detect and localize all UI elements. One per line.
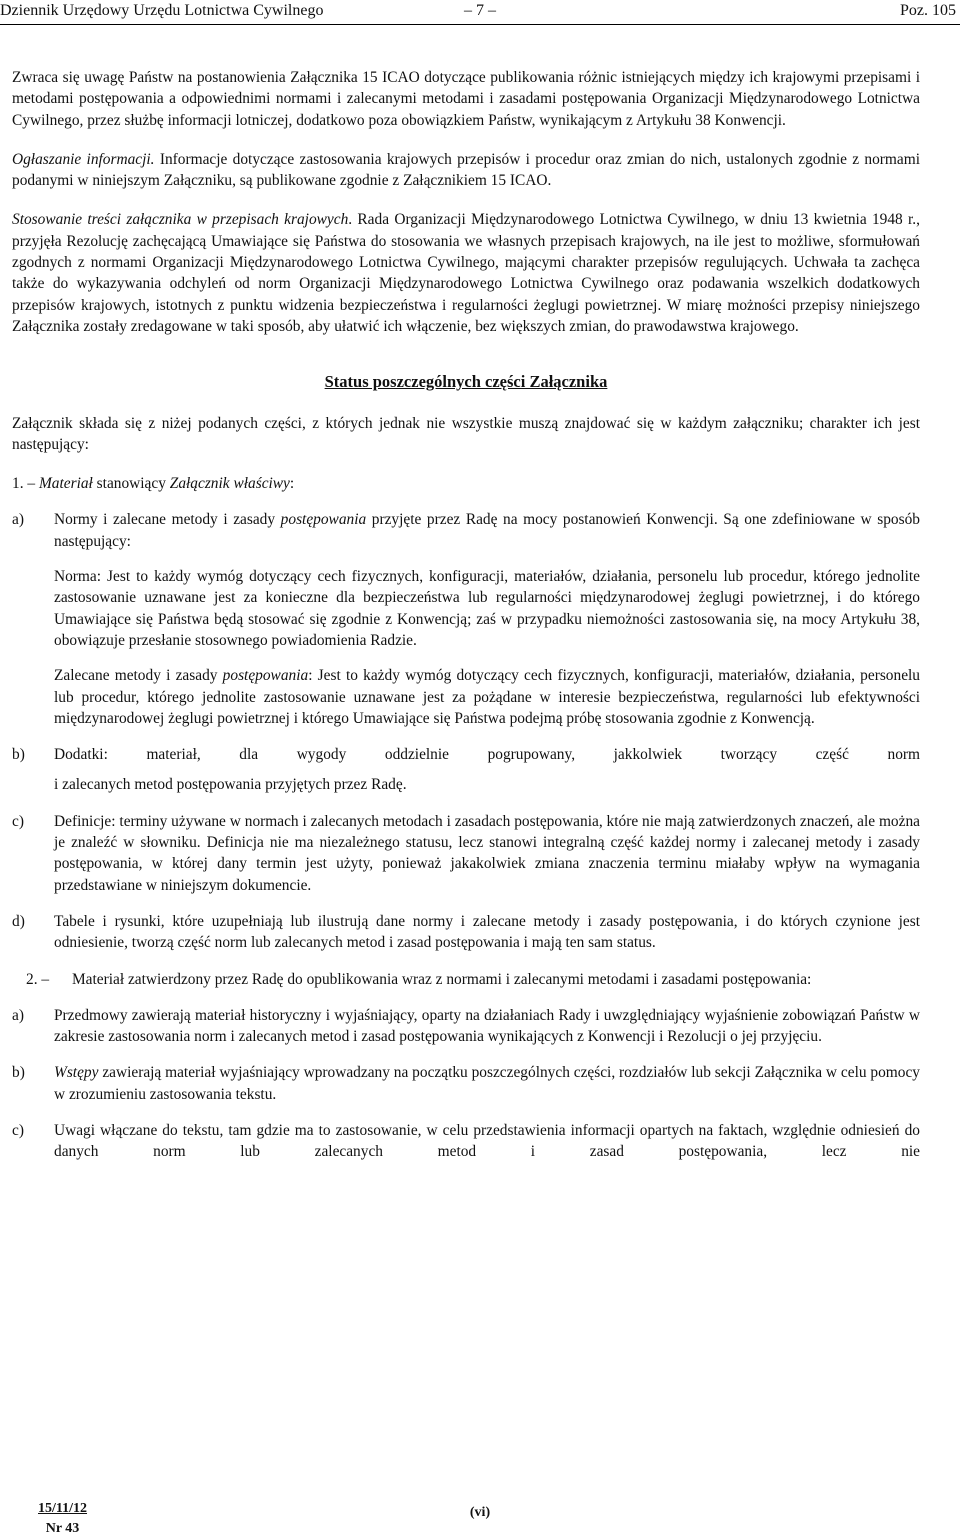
- paragraph-title: Ogłaszanie informacji.: [12, 150, 155, 168]
- section-heading: Status poszczególnych części Załącznika: [324, 372, 608, 392]
- list-item-c: c) Definicje: terminy używane w normach i zalecanych metodach i zasadach postępowania, które nie mają zatwierdzonych znaczeń, ale można je znaleźć w słowniku. Definicja nie ma niezależnego statusu, lecz stanowi integralną część każdej normy i zalecanej metody i zasady postępowania, w której dany termin jest użyty, ponieważ jakakolwiek zmiana znaczenia terminu miałaby wpływ na wymagania przedstawiane w niniejszym dokumencie.: [12, 812, 920, 894]
- issue-date: 15/11/12: [38, 1501, 88, 1516]
- list-marker: b): [12, 1064, 25, 1082]
- header-rule: [0, 24, 960, 25]
- list-item-c2: c) Uwagi włączane do tekstu, tam gdzie ma to zastosowanie, w celu przedstawienia informacji opartych na faktach, względnie odniesień do danych norm lub zalecanych metod i zasad postępowania, lecz nie: [12, 1121, 920, 1161]
- list-marker: c): [12, 812, 24, 830]
- journal-title: Dziennik Urzędowy Urzędu Lotnictwa Cywilnego: [0, 2, 324, 19]
- footer-page-number: (vi): [469, 1505, 491, 1520]
- issue-number: Nr 43: [45, 1521, 80, 1536]
- list-marker: d): [12, 912, 25, 930]
- list-item-b: b) Dodatki: materiał, dla wygody oddzielnie pogrupowany, jakkolwiek tworzący część norm i zalecanych metod postępowania przyjętych przez Radę.: [12, 746, 920, 794]
- section-2-title: 2. – Materiał zatwierdzony przez Radę do opublikowania wraz z normami i zalecanymi metodami i zasadami postępowania:: [12, 969, 920, 990]
- page-number: – 7 –: [464, 2, 496, 19]
- page-footer: [0, 1495, 960, 1535]
- intro-paragraph-2: Ogłaszanie informacji. Informacje dotyczące zastosowania krajowych przepisów i procedur oraz zmian do nich, ustalonych zgodnie z normami podanymi w niniejszym Załączniku, są publikowane zgodnie z Załącznikiem 15 ICAO.: [12, 150, 920, 190]
- paragraph-title: Stosowanie treści załącznika w przepisach krajowych: [12, 211, 349, 229]
- list-item-d: d) Tabele i rysunki, które uzupełniają lub ilustrują dane normy i zalecane metody i zasady postępowania, i do których czynione jest odniesienie, tworzą część norm lub zalecanych metod i zasad postępowania i mają ten sam status.: [12, 912, 920, 952]
- list-marker: a): [12, 1006, 24, 1024]
- position-number: Poz. 105: [900, 2, 956, 19]
- list-item-b2: b) Wstępy zawierają materiał wyjaśniający wprowadzany na początku poszczególnych części, rozdziałów lub sekcji Załącznika w celu pomocy w zrozumieniu zastosowania tekstu.: [12, 1064, 920, 1103]
- list-item-a: a) Normy i zalecane metody i zasady postępowania przyjęte przez Radę na mocy postanowień Konwencji. Są one zdefiniowane w sposób następujący:: [12, 511, 920, 550]
- page-header: [0, 0, 960, 24]
- definition-zalecane: Zalecane metody i zasady postępowania: Jest to każdy wymóg dotyczący cech fizycznych, konfiguracji, materiałów, działania, personelu lub procedur, którego jednolite zastosowanie uznawane jest za pożądane w interesie bezpieczeństwa, regularności lub efektywności międzynarodowej żeglugi powietrznej i którego Umawiające się Państwa podejmą próbę stosowania zgodnie z Konwencją.: [54, 667, 920, 727]
- definition-norma: Norma: Jest to każdy wymóg dotyczący cech fizycznych, konfiguracji, materiałów, działania, personelu lub procedur, którego jednolite zastosowanie uznawane jest za konieczne dla bezpieczeństwa lub regularności międzynarodowej żeglugi powietrznej, i do którego Umawiające się Państwa będą stosować się zgodnie z Konwencją; zaś w przypadku niemożności zastosowania się, na mocy Artykułu 38, obowiązuje przesłanie stosownego powiadomienia Radzie.: [54, 568, 920, 649]
- intro-paragraph-1: Zwraca się uwagę Państw na postanowienia Załącznika 15 ICAO dotyczące publikowania różnic istniejących między ich krajowymi przepisami i metodami postępowania a odpowiednimi normami i zalecanymi metodami i zasadami postępowania Organizacji Międzynarodowego Lotnictwa Cywilnego, przez służbę informacji lotniczej, dodatkowo poza obowiązkiem Państw, wynikającym z Artykułu 38 Konwencji.: [12, 69, 920, 129]
- list-marker: a): [12, 511, 24, 529]
- list-marker: 2. –: [26, 970, 50, 988]
- list-marker: c): [12, 1121, 24, 1139]
- list-item-a2: a) Przedmowy zawierają materiał historyczny i wyjaśniający, oparty na działaniach Rady i uwzględniający wyjaśnienie zobowiązań Państw w zakresie zastosowania norm i zalecanych metod i zasad postępowania wynikających z Konwencji i Rezolucji o jej przyjęciu.: [12, 1006, 920, 1046]
- section-1-title: 1. – Materiał stanowiący Załącznik właściwy:: [12, 475, 295, 493]
- intro-paragraph-3: Stosowanie treści załącznika w przepisach krajowych. Rada Organizacji Międzynarodowego Lotnictwa Cywilnego, w dniu 13 kwietnia 1948 r., przyjęła Rezolucję zachęcającą Umawiające się Państwa do stosowania we własnych przepisach krajowych, na ile jest to możliwe, sformułowań zgodnych z normami Organizacji Międzynarodowego Lotnictwa Cywilnego, mającymi charakter przepisów regulujących. Uchwała ta zachęca także do wykazywania odchyleń od norm Organizacji Międzynarodowego Lotnictwa Cywilnego oraz podawania wszelkich dodatkowych przepisów krajowych, istotnych z punktu widzenia bezpieczeństwa i regularności żeglugi powietrznej. W miarę możności przepisy niniejszego Załącznika zostały zredagowane w taki sposób, aby ułatwić ich włączenie, bez większych zmian, do prawodawstwa krajowego.: [12, 211, 920, 335]
- document-body: [12, 67, 920, 1163]
- status-intro: Załącznik składa się z niżej podanych części, z których jednak nie wszystkie muszą znajdować się w każdym załączniku; charakter ich jest następujący:: [12, 414, 920, 453]
- list-marker: b): [12, 746, 25, 764]
